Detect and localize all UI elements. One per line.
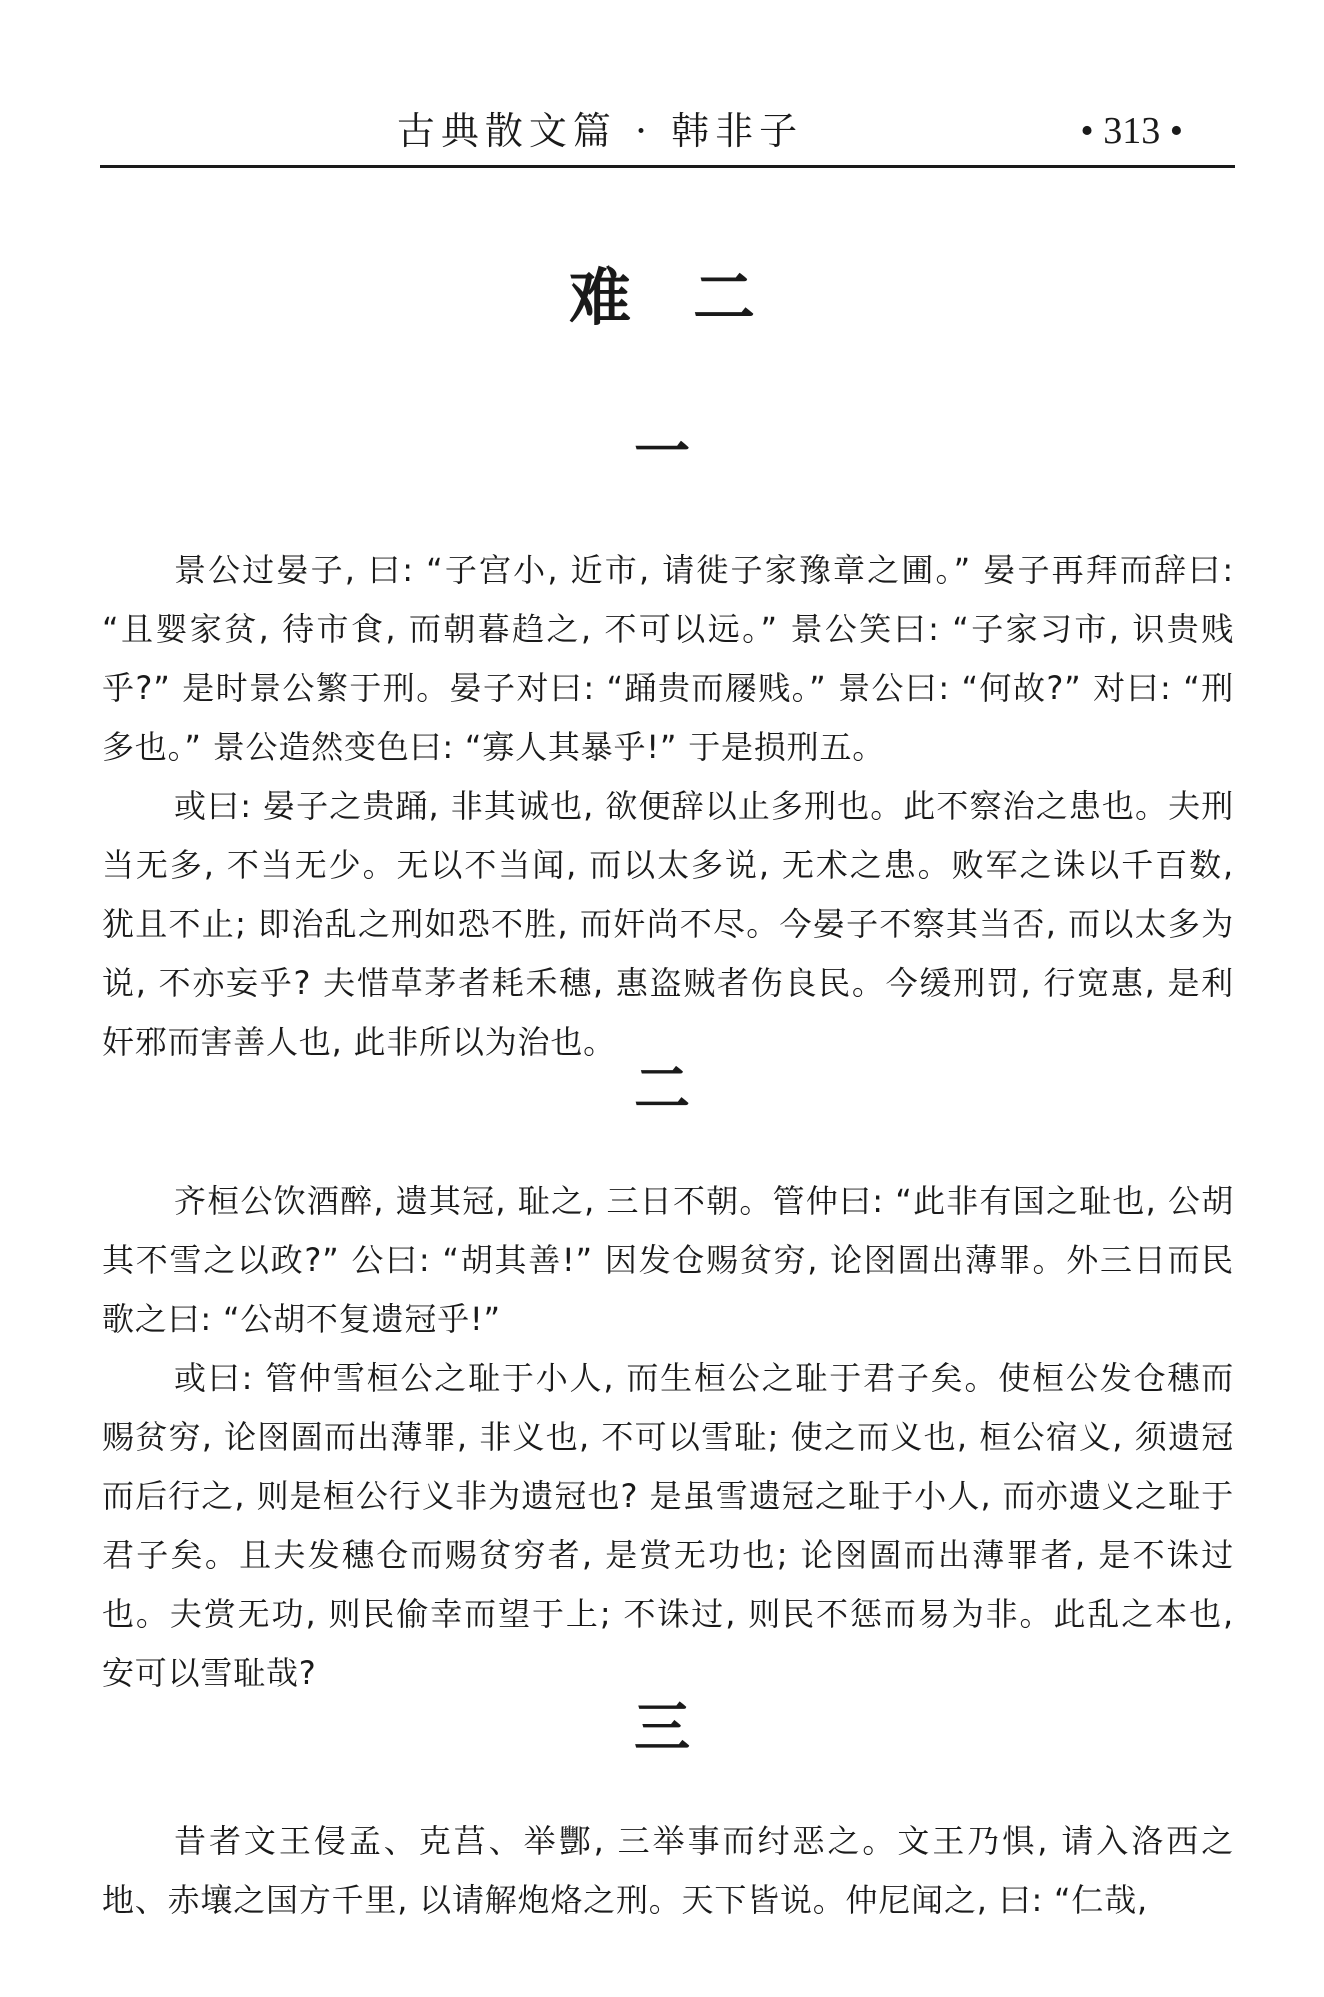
section-heading-2: 二 <box>634 1057 690 1122</box>
paragraph: 景公过晏子, 曰: “子宫小, 近市, 请徙子家豫章之圃。” 晏子再拜而辞曰: “且婴家贫, 待市食, 而朝暮趋之, 不可以远。” 景公笑曰: “子家习市, 识贵贱乎?” 是时景公繁于刑。晏子对曰: “踊贵而屦贱。” 景公曰: “何故?” 对曰: “刑多也。” 景公造然变色曰: “寡人其暴乎!” 于是损刑五。 <box>102 551 1234 766</box>
paragraph: 或曰: 管仲雪桓公之耻于小人, 而生桓公之耻于君子矣。使桓公发仓穗而赐贫穷, 论囹圄而出薄罪, 非义也, 不可以雪耻; 使之而义也, 桓公宿义, 须遗冠而后行之, 则是桓公行义非为遗冠也? 是虽雪遗冠之耻于小人, 而亦遗义之耻于君子矣。且夫发穗仓而赐贫穷者, 是赏无功也; 论囹圄而出薄罪者, 是不诛过也。夫赏无功, 则民偷幸而望于上; 不诛过, 则民不惩而易为非。此乱之本也, 安可以雪耻哉? <box>102 1359 1234 1692</box>
section-heading-3: 三 <box>634 1696 690 1761</box>
paragraph: 或曰: 晏子之贵踊, 非其诚也, 欲便辞以止多刑也。此不察治之患也。夫刑当无多, 不当无少。无以不当闻, 而以太多说, 无术之患。败军之诛以千百数, 犹且不止; 即治乱之刑如恐不胜, 而奸尚不尽。今晏子不察其当否, 而以太多为说, 不亦妄乎? 夫惜草茅者耗禾穗, 惠盗贼者伤良民。今缓刑罚, 行宽惠, 是利奸邪而害善人也, 此非所以为治也。 <box>102 787 1234 1061</box>
paragraph: 齐桓公饮酒醉, 遗其冠, 耻之, 三日不朝。管仲曰: “此非有国之耻也, 公胡其不雪之以政?” 公曰: “胡其善!” 因发仓赐贫穷, 论囹圄出薄罪。外三日而民歌之曰: “公胡不复遗冠乎!” <box>102 1182 1234 1338</box>
chapter-title-part1: 难 <box>568 261 631 334</box>
section-2-body <box>102 1172 1234 1703</box>
header-rule <box>100 165 1235 168</box>
section-heading-1: 一 <box>634 420 690 485</box>
chapter-title <box>0 258 1324 338</box>
section-1-body <box>102 541 1234 1072</box>
running-title: 古典散文篇 · 韩非子 <box>396 109 804 153</box>
chapter-title-part2: 二 <box>693 261 756 334</box>
paragraph: 昔者文王侵孟、克莒、举酆, 三举事而纣恶之。文王乃惧, 请入洛西之地、赤壤之国方千里, 以请解炮烙之刑。天下皆说。仲尼闻之, 曰: “仁哉, <box>102 1822 1234 1919</box>
running-header <box>100 96 1235 168</box>
page-number: • 313 • <box>1080 110 1183 152</box>
section-3-body <box>102 1812 1234 1930</box>
